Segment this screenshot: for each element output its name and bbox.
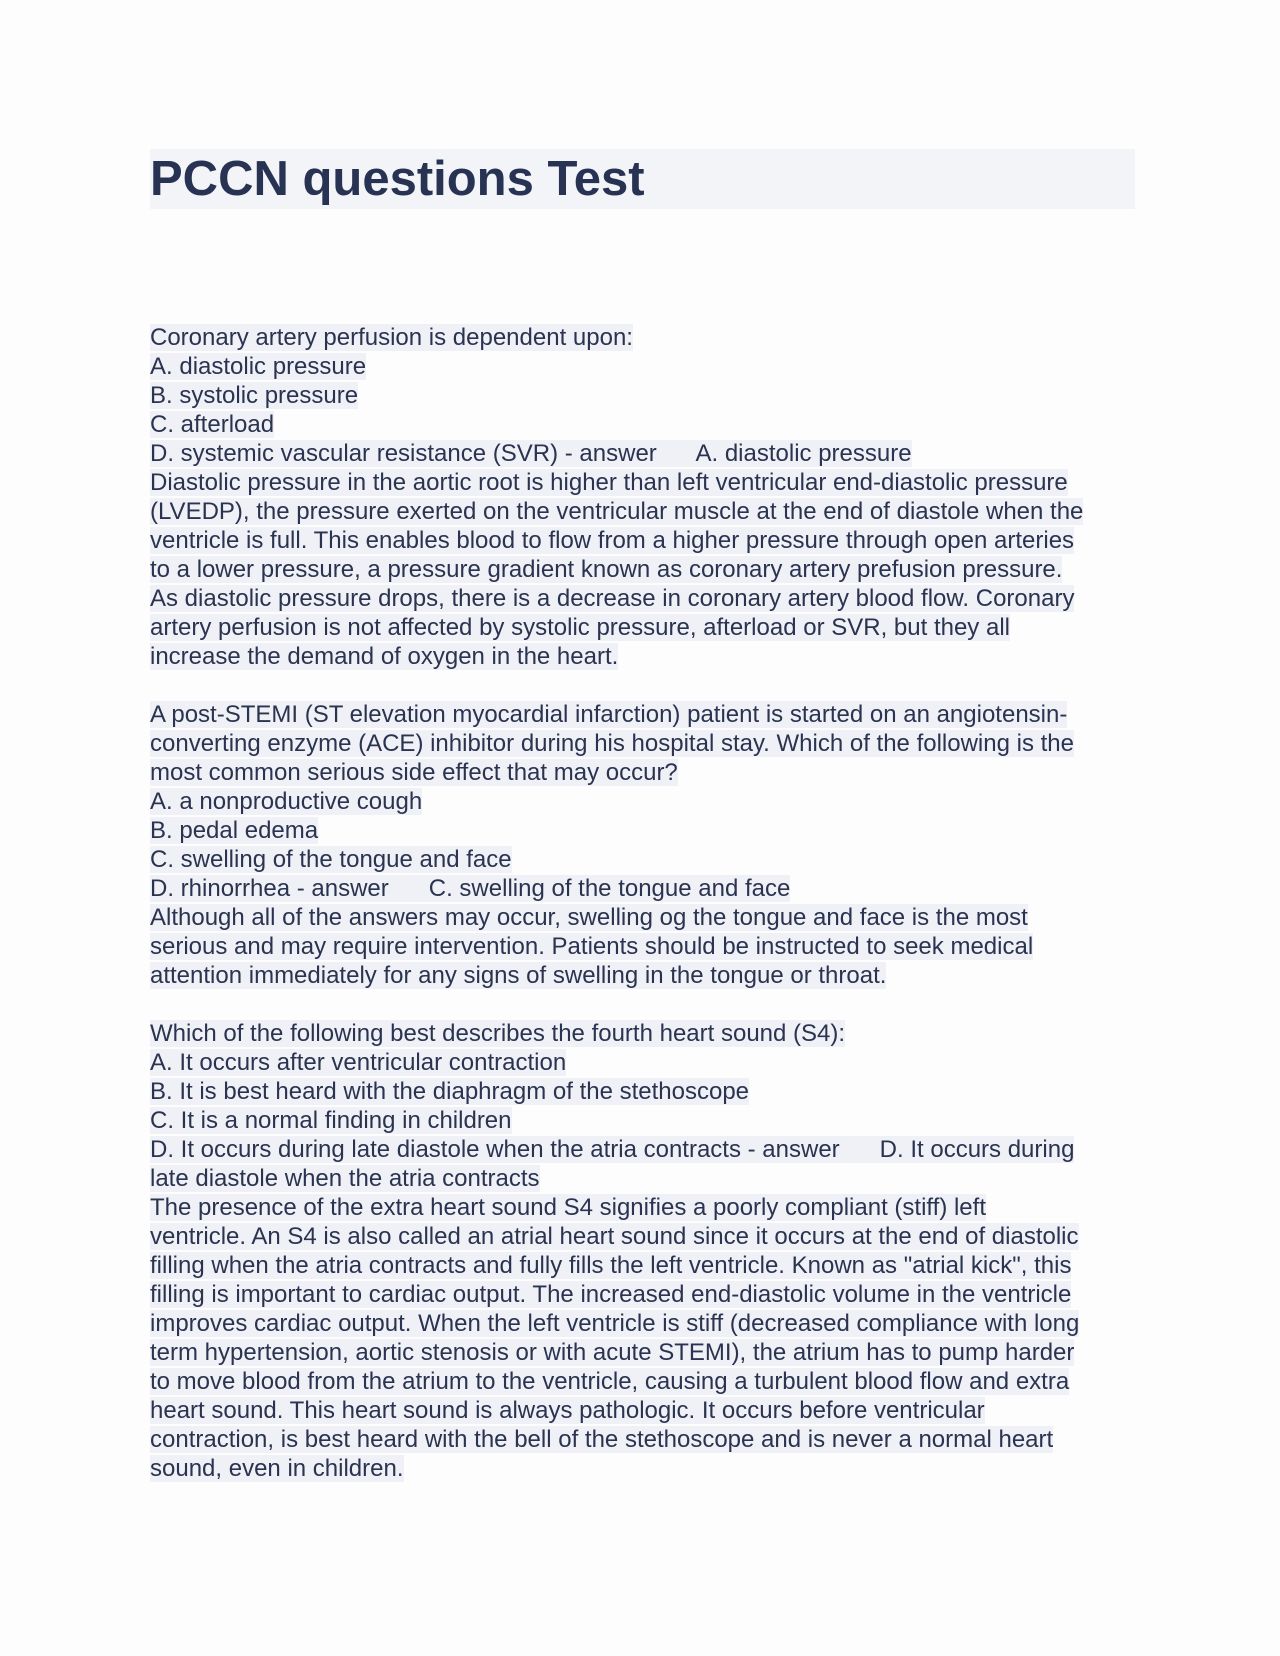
- text-line-content: D. systemic vascular resistance (SVR) - answer A. diastolic pressure: [150, 440, 912, 467]
- text-line: [150, 1309, 1135, 1338]
- text-line-content: ventricle is full. This enables blood to flow from a higher pressure through open arteries: [150, 527, 1075, 554]
- text-line: [150, 1280, 1135, 1309]
- text-line: [150, 439, 1135, 468]
- text-line-content: ventricle. An S4 is also called an atrial heart sound since it occurs at the end of diastolic: [150, 1223, 1079, 1250]
- text-line-content: C. swelling of the tongue and face: [150, 846, 512, 873]
- text-line: [150, 903, 1135, 932]
- text-line-content: heart sound. This heart sound is always pathologic. It occurs before ventricular: [150, 1397, 985, 1424]
- text-line-content: Which of the following best describes the fourth heart sound (S4):: [150, 1020, 846, 1047]
- text-line-content: sound, even in children.: [150, 1455, 404, 1482]
- document-page: [150, 149, 1135, 1482]
- text-line: [150, 410, 1135, 439]
- text-line: [150, 497, 1135, 526]
- text-line-content: improves cardiac output. When the left ventricle is stiff (decreased compliance with long: [150, 1310, 1080, 1337]
- text-line-content: A. It occurs after ventricular contraction: [150, 1049, 567, 1076]
- paragraph-gap: [150, 990, 1135, 1019]
- text-line: [150, 1396, 1135, 1425]
- text-line: [150, 381, 1135, 410]
- text-line: [150, 1106, 1135, 1135]
- text-line-content: Although all of the answers may occur, swelling og the tongue and face is the most: [150, 904, 1028, 931]
- title-highlight: [150, 149, 1135, 209]
- text-line: [150, 1019, 1135, 1048]
- text-line: [150, 1425, 1135, 1454]
- text-line: [150, 700, 1135, 729]
- text-line-content: C. afterload: [150, 411, 275, 438]
- text-line-content: late diastole when the atria contracts: [150, 1165, 540, 1192]
- question-block: [150, 700, 1135, 990]
- text-line: [150, 1135, 1135, 1164]
- text-line-content: Coronary artery perfusion is dependent upon:: [150, 324, 633, 351]
- text-line-content: to move blood from the atrium to the ventricle, causing a turbulent blood flow and extra: [150, 1368, 1070, 1395]
- text-line-content: The presence of the extra heart sound S4 signifies a poorly compliant (stiff) left: [150, 1194, 986, 1221]
- text-line-content: filling is important to cardiac output. The increased end-diastolic volume in the ventricle: [150, 1281, 1072, 1308]
- text-line: [150, 758, 1135, 787]
- text-line-content: As diastolic pressure drops, there is a decrease in coronary artery blood flow. Coronary: [150, 585, 1075, 612]
- text-line-content: contraction, is best heard with the bell of the stethoscope and is never a normal heart: [150, 1426, 1054, 1453]
- text-line: [150, 845, 1135, 874]
- text-line-content: filling when the atria contracts and fully fills the left ventricle. Known as "atrial kick", this: [150, 1252, 1072, 1279]
- text-line-content: C. It is a normal finding in children: [150, 1107, 512, 1134]
- text-line: [150, 1454, 1135, 1483]
- text-line: [150, 613, 1135, 642]
- text-line-content: serious and may require intervention. Patients should be instructed to seek medical: [150, 933, 1034, 960]
- text-line: [150, 1048, 1135, 1077]
- question-block: [150, 1019, 1135, 1483]
- text-line: [150, 874, 1135, 903]
- text-line: [150, 323, 1135, 352]
- text-line: [150, 932, 1135, 961]
- text-line-content: attention immediately for any signs of swelling in the tongue or throat.: [150, 962, 887, 989]
- text-line-content: A post-STEMI (ST elevation myocardial infarction) patient is started on an angiotensin-: [150, 701, 1068, 728]
- text-line-content: to a lower pressure, a pressure gradient known as coronary artery prefusion pressure.: [150, 556, 1063, 583]
- text-line: [150, 642, 1135, 671]
- document-title: PCCN questions Test: [150, 152, 645, 206]
- text-line: [150, 468, 1135, 497]
- text-line-content: B. pedal edema: [150, 817, 319, 844]
- text-line: [150, 729, 1135, 758]
- document-content: [150, 323, 1135, 1483]
- text-line-content: term hypertension, aortic stenosis or with acute STEMI), the atrium has to pump harder: [150, 1339, 1075, 1366]
- text-line: [150, 352, 1135, 381]
- text-line-content: artery perfusion is not affected by systolic pressure, afterload or SVR, but they all: [150, 614, 1010, 641]
- text-line: [150, 787, 1135, 816]
- text-line: [150, 584, 1135, 613]
- paragraph-gap: [150, 671, 1135, 700]
- text-line: [150, 961, 1135, 990]
- text-line-content: D. It occurs during late diastole when the atria contracts - answer D. It occurs during: [150, 1136, 1075, 1163]
- text-line-content: increase the demand of oxygen in the heart.: [150, 643, 619, 670]
- text-line: [150, 555, 1135, 584]
- text-line: [150, 1077, 1135, 1106]
- text-line: [150, 1367, 1135, 1396]
- question-block: [150, 323, 1135, 671]
- text-line-content: A. diastolic pressure: [150, 353, 367, 380]
- text-line: [150, 1222, 1135, 1251]
- text-line: [150, 1193, 1135, 1222]
- text-line-content: A. a nonproductive cough: [150, 788, 423, 815]
- text-line: [150, 816, 1135, 845]
- text-line: [150, 1164, 1135, 1193]
- text-line-content: B. systolic pressure: [150, 382, 359, 409]
- text-line: [150, 526, 1135, 555]
- text-line-content: B. It is best heard with the diaphragm of the stethoscope: [150, 1078, 750, 1105]
- text-line-content: D. rhinorrhea - answer C. swelling of the tongue and face: [150, 875, 791, 902]
- text-line-content: Diastolic pressure in the aortic root is higher than left ventricular end-diastolic pressure: [150, 469, 1068, 496]
- text-line: [150, 1251, 1135, 1280]
- text-line-content: converting enzyme (ACE) inhibitor during his hospital stay. Which of the following is the: [150, 730, 1074, 757]
- text-line: [150, 1338, 1135, 1367]
- text-line-content: (LVEDP), the pressure exerted on the ventricular muscle at the end of diastole when the: [150, 498, 1084, 525]
- text-line-content: most common serious side effect that may occur?: [150, 759, 678, 786]
